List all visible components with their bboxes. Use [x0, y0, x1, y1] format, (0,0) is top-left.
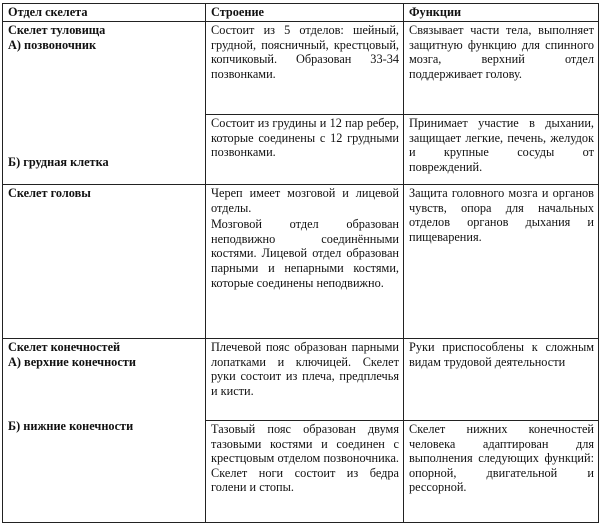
head-structure-cell: [206, 185, 404, 339]
lower-limbs-structure: Тазовый пояс образован двумя тазовыми костями и соединен с крестцовым отделом позвоночника. Скелет ноги состоит из бедра голени и стопы.: [206, 421, 404, 523]
head-section-cell: [3, 185, 206, 339]
upper-limbs-label: А) верхние конечности: [8, 354, 136, 369]
limbs-section-cell: [3, 339, 206, 523]
chest-structure: Состоит из грудины и 12 пар ребер, которые соединены с 12 грудными позвонками.: [206, 115, 404, 185]
skeleton-table: [2, 3, 599, 523]
upper-limbs-structure: Плечевой пояс образован парными лопатками и ключицей. Скелет руки состоит из плеча, предплечья и кисти.: [206, 339, 404, 421]
table-row-upper-limbs: [3, 339, 599, 421]
header-function: Функции: [404, 4, 599, 22]
table-row-head: [3, 185, 599, 339]
head-structure-1: Череп имеет мозговой и лицевой отделы.: [211, 186, 399, 215]
spine-label: А) позвоночник: [8, 37, 97, 52]
head-function: Защита головного мозга и органов чувств, опора для начальных отделов органов дыхания и пищеварения.: [404, 185, 599, 339]
head-title: Скелет головы: [8, 186, 91, 200]
table-row-spine: [3, 22, 599, 115]
spine-structure: Состоит из 5 отделов: шейный, грудной, поясничный, крестцовый, копчиковый. Образован 33-34 позвонками.: [206, 22, 404, 115]
chest-label: Б) грудная клетка: [8, 155, 109, 170]
header-section: Отдел скелета: [3, 4, 206, 22]
trunk-title: Скелет туловища: [8, 23, 106, 37]
limbs-title: Скелет конечностей: [8, 340, 121, 354]
limbs-spacer: [8, 369, 201, 419]
lower-limbs-label: Б) нижние конечности: [8, 419, 134, 434]
spine-function: Связывает части тела, выполняет защитную функцию для спинного мозга, верхний отдел поддерживает голову.: [404, 22, 599, 115]
upper-limbs-function: Руки приспособлены к сложным видам трудовой деятельности: [404, 339, 599, 421]
header-structure: Строение: [206, 4, 404, 22]
chest-function: Принимает участие в дыхании, защищает легкие, печень, желудок и крупные сосуды от повреждений.: [404, 115, 599, 185]
trunk-section-cell: [3, 22, 206, 185]
head-structure-2: Мозговой отдел образован неподвижно соединёнными костями. Лицевой отдел образован парными и непарными костями, которые соединены неподвижно.: [211, 217, 399, 290]
header-row: [3, 4, 599, 22]
trunk-spacer: [8, 52, 201, 155]
lower-limbs-function: Скелет нижних конечностей человека адаптирован для выполнения следующих функций: опорной, двигательной и рессорной.: [404, 421, 599, 523]
